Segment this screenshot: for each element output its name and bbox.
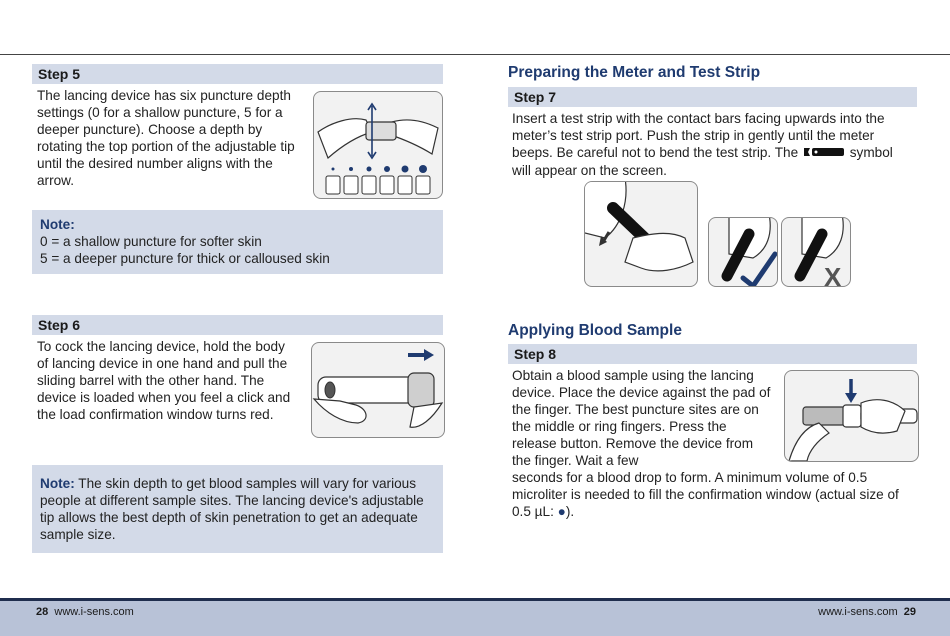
step7-heading: Step 7: [508, 87, 917, 107]
footer-left: [36, 606, 134, 618]
step6-heading: Step 6: [32, 315, 443, 335]
strip-correct-illustration: [708, 217, 778, 287]
wrong-mark: X: [824, 262, 842, 286]
footer-bar: [0, 598, 950, 636]
section-title-preparing: Preparing the Meter and Test Strip: [508, 64, 761, 81]
depth-setting-illustration: [313, 91, 443, 199]
note-depth: [32, 210, 443, 274]
step8-text-wide-main: seconds for a blood drop to form. A minimum volume of 0.5 microliter is needed to fill the confirmation window (actual size of 0.5 µL:: [512, 470, 899, 519]
cocking-illustration: [311, 342, 445, 438]
step5-heading: Step 5: [32, 64, 443, 84]
page-number-right: 29: [903, 606, 916, 618]
step7-text-before: Insert a test strip with the contact bars facing upwards into the meter’s test strip port. Push the strip in gently until the meter beeps. Be careful not to bend the test strip. The: [512, 111, 885, 160]
footer-right: [818, 606, 916, 618]
note-skin-depth: [32, 465, 443, 553]
step7-text: [512, 110, 914, 179]
top-rule: [0, 54, 950, 55]
note-line-shallow: 0 = a shallow puncture for softer skin: [40, 234, 262, 249]
step8-heading: Step 8: [508, 344, 917, 364]
footer-url-right: www.i-sens.com: [818, 606, 898, 618]
footer-url-left: www.i-sens.com: [54, 606, 134, 618]
section-title-applying: Applying Blood Sample: [508, 322, 682, 339]
step8-text-wide: [512, 469, 916, 520]
strip-insert-illustration: [584, 181, 698, 287]
note-label: Note:: [40, 217, 75, 232]
footer-rule: [0, 598, 950, 601]
strip-wrong-illustration: [781, 217, 851, 287]
step6-text: To cock the lancing device, hold the body of lancing device in one hand and pull the sliding barrel with the other hand. The device is loaded when you feel a click and the load confirmation window turns red.: [37, 339, 291, 422]
test-strip-symbol-icon: [802, 145, 846, 162]
step8-text-end: ).: [565, 504, 575, 519]
blood-drop-size-icon: ●: [557, 504, 566, 519]
page-number-left: 28: [36, 606, 49, 618]
step5-text: The lancing device has six puncture depth settings (0 for a shallow puncture, 5 for a deeper puncture). Choose a depth by rotating the top portion of the adjustable tip until the desired number aligns with the arrow.: [37, 88, 295, 188]
note-line-deep: 5 = a deeper puncture for thick or calloused skin: [40, 251, 330, 266]
note-skin-depth-text: The skin depth to get blood samples will vary for various people at different sample sites. The lancing device's adjustable tip allows the best depth of skin penetration to get an adequate sample size.: [40, 476, 424, 542]
step7-text-after: symbol will appear on the screen.: [512, 145, 893, 178]
blood-sample-illustration: [784, 370, 919, 462]
note-label: Note:: [40, 476, 75, 491]
step8-text-narrow: Obtain a blood sample using the lancing device. Place the device against the pad of the finger. The best puncture sites are on the middle or ring fingers. Press the release button. Remove the device from the finger. Wait a few: [512, 368, 771, 468]
